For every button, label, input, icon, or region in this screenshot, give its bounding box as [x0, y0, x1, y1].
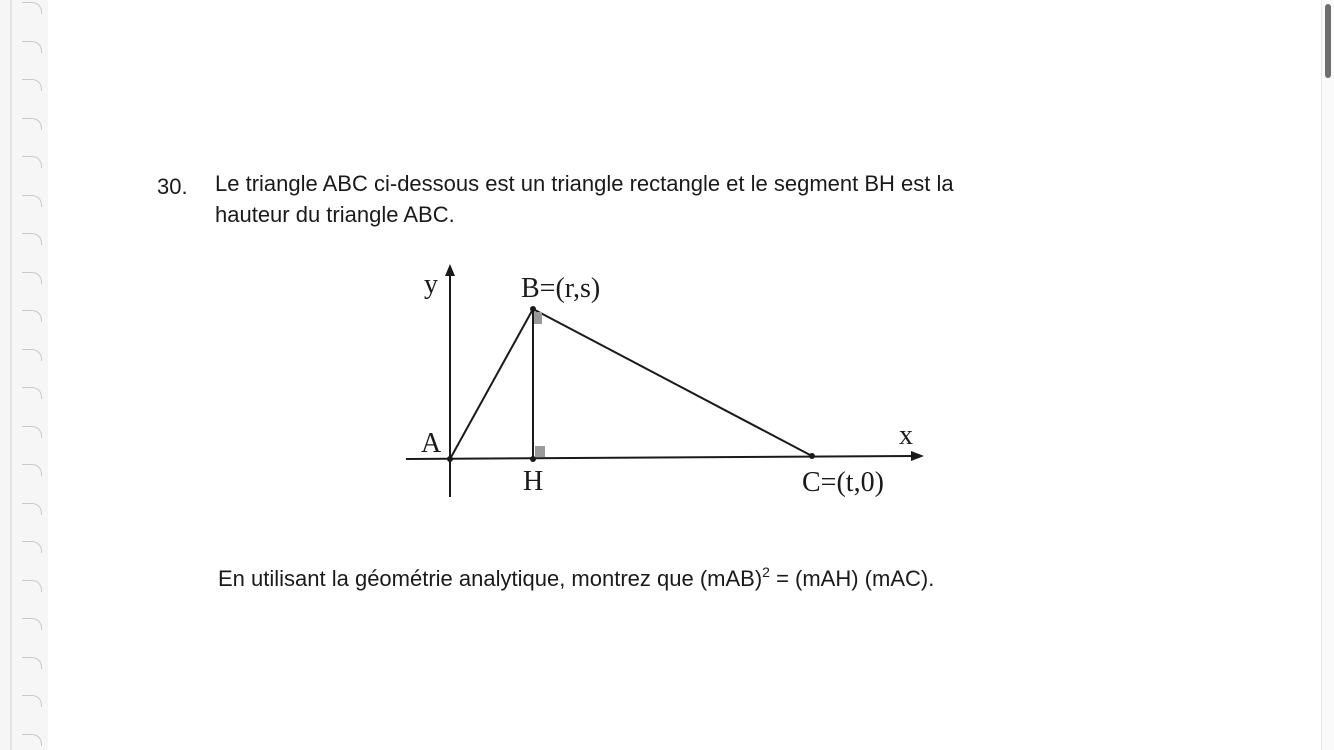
x-axis	[406, 456, 918, 459]
point-c-dot	[809, 453, 815, 459]
point-h-dot	[530, 456, 536, 462]
x-axis-label: x	[899, 420, 913, 451]
y-axis-label: y	[424, 269, 438, 300]
y-axis-arrow	[445, 264, 455, 276]
point-h-label: H	[523, 466, 544, 497]
point-b-label: B=(r,s)	[521, 273, 601, 304]
segment-bc	[533, 309, 812, 456]
question-text-line-1: Le triangle ABC ci-dessous est un triangle rectangle et le segment BH est la	[215, 171, 954, 196]
right-angle-mark-b	[534, 312, 542, 324]
instruction-exponent: 2	[762, 564, 770, 580]
segment-ab	[450, 309, 533, 459]
question-text-line-2: hauteur du triangle ABC.	[215, 202, 455, 227]
x-axis-arrow	[911, 451, 924, 461]
point-b-dot	[530, 306, 536, 312]
instruction-main: En utilisant la géométrie analytique, montrez que (mAB)	[218, 566, 763, 591]
point-a-label: A	[421, 428, 442, 459]
point-a-dot	[447, 456, 453, 462]
point-c-label: C=(t,0)	[802, 467, 884, 498]
right-angle-mark-h	[535, 446, 545, 457]
instruction-text	[218, 566, 934, 592]
question-number: 30.	[157, 174, 188, 199]
instruction-end: = (mAH) (mAC).	[769, 566, 935, 591]
